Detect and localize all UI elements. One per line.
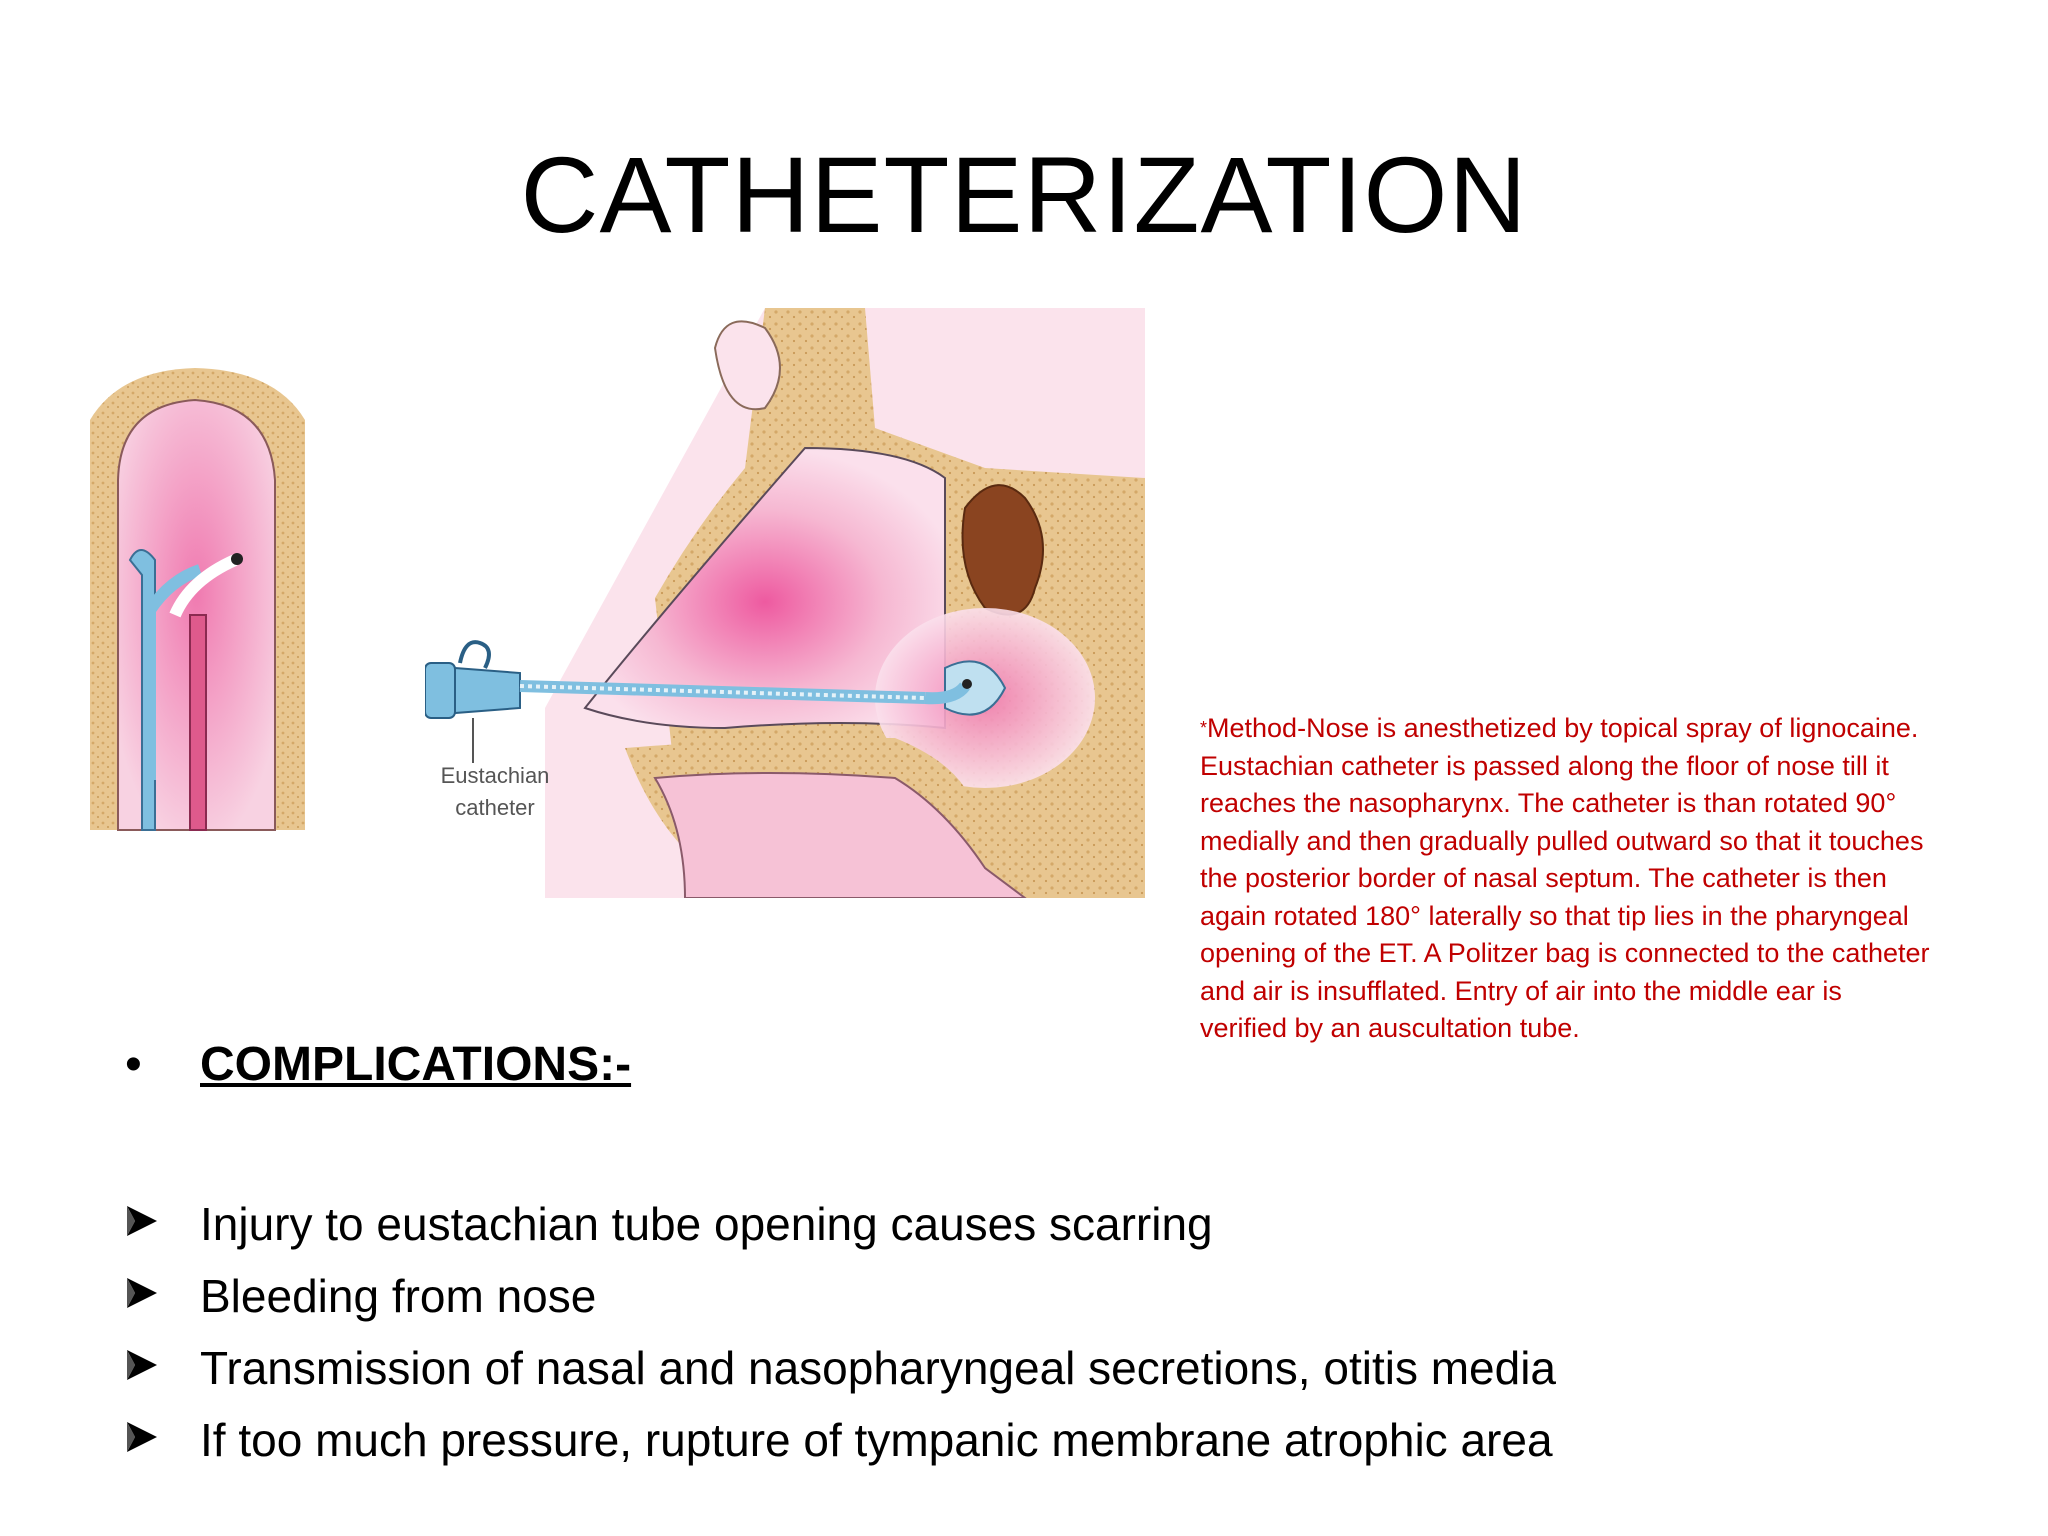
method-line: the posterior border of nasal septum. The catheter is then <box>1200 863 1887 893</box>
catheter-cross-section-figure <box>80 360 310 850</box>
slide-title: CATHETERIZATION <box>520 134 1528 255</box>
method-line: and air is insufflated. Entry of air into the middle ear is <box>1200 975 1842 1006</box>
arrowhead-bullet-icon <box>125 1420 159 1454</box>
method-description <box>1200 710 2020 1048</box>
method-line: medially and then gradually pulled outward so that it touches <box>1200 825 1924 856</box>
method-line: opening of the ET. A Politzer bag is connected to the catheter <box>1200 938 1930 968</box>
arrowhead-bullet-icon <box>125 1276 159 1310</box>
list-item: Bleeding from nose <box>125 1260 2005 1332</box>
bullet-icon: • <box>125 1038 142 1091</box>
method-line: Eustachian catheter is passed along the floor of nose till it <box>1200 750 1889 781</box>
list-item: If too much pressure, rupture of tympanic membrane atrophic area <box>125 1404 2005 1476</box>
method-line: *Method-Nose is anesthetized by topical spray of lignocaine. <box>1200 713 1919 743</box>
complications-list <box>125 1188 2005 1476</box>
complications-title: COMPLICATIONS:- <box>200 1038 632 1091</box>
list-item: Transmission of nasal and nasopharyngeal secretions, otitis media <box>125 1332 2005 1404</box>
list-item: Injury to eustachian tube opening causes scarring <box>125 1188 2005 1260</box>
arrowhead-bullet-icon <box>125 1348 159 1382</box>
method-line: reaches the nasopharynx. The catheter is than rotated 90° <box>1200 788 1897 818</box>
arrowhead-bullet-icon <box>125 1204 159 1238</box>
eustachian-catheter-label: Eustachian catheter <box>440 763 550 820</box>
method-line: again rotated 180° laterally so that tip lies in the pharyngeal <box>1200 900 1909 931</box>
method-line: verified by an auscultation tube. <box>1200 1013 1580 1043</box>
asterisk: * <box>1200 718 1208 738</box>
